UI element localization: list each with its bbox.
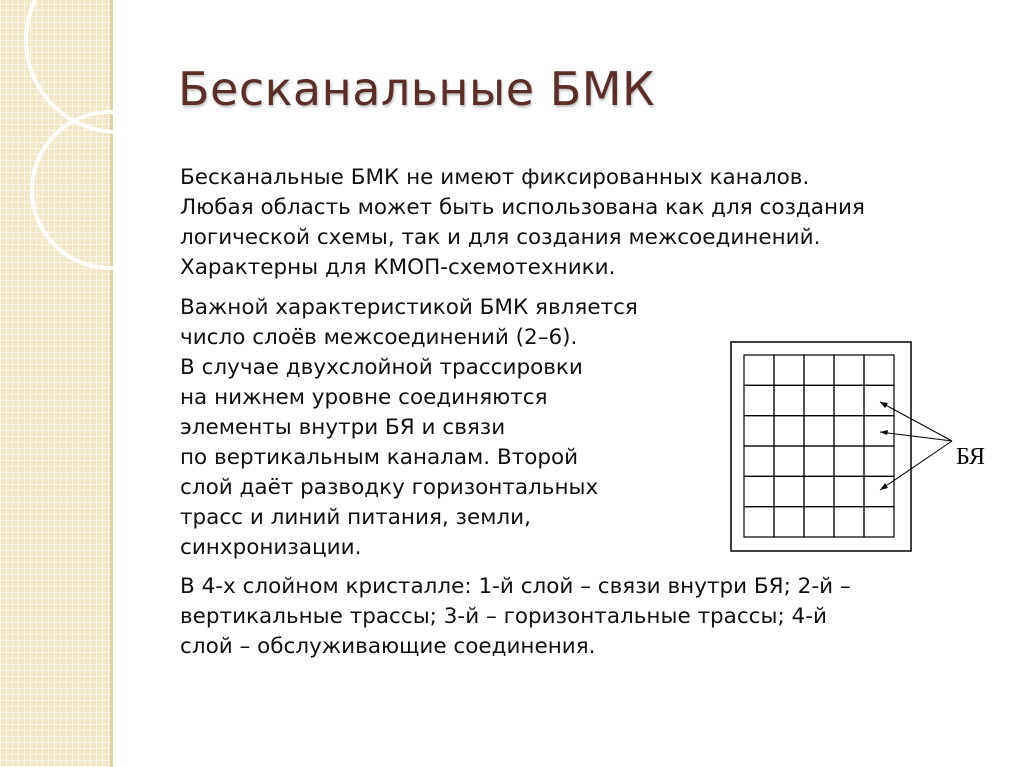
arrowhead-bottom xyxy=(880,483,888,490)
grid-cell xyxy=(774,507,804,537)
paragraph-four-layer-crystal: В 4-х слойном кристалле: 1-й слой – связи внутри БЯ; 2-й – вертикальные трассы; 3-й – горизонтальные трассы; 4-й слой – обслуживающие соединения. xyxy=(180,574,851,659)
cell-grid xyxy=(744,355,894,537)
grid-cell xyxy=(864,476,894,506)
grid-cell xyxy=(834,507,864,537)
grid-cell xyxy=(774,416,804,446)
grid-cell xyxy=(834,476,864,506)
pointer-line-mid xyxy=(880,432,952,441)
pointer-line-top xyxy=(880,402,952,441)
grid-cell xyxy=(804,416,834,446)
slide-title: Бесканальные БМК xyxy=(178,62,656,116)
grid-cell xyxy=(774,446,804,476)
grid-cell xyxy=(804,385,834,415)
grid-cell xyxy=(744,507,774,537)
grid-cell xyxy=(774,476,804,506)
paragraph-channelless-definition: Бесканальные БМК не имеют фиксированных каналов. Любая область может быть использована как для создания логической схемы, так и для создания межсоединений. Характерны для КМОП-схемотехники. xyxy=(180,165,865,280)
paragraph-layer-count: Важной характеристикой БМК является число слоёв межсоединений (2–6). В случае двухслойной трассировки на нижнем уровне соединяются элементы внутри БЯ и связи по вертикальным каналам. Второй слой даёт разводку горизонтальных трасс и линий питания, земли, синхронизации. xyxy=(180,295,638,560)
diagram-label-bya: БЯ xyxy=(956,444,985,470)
grid-cell xyxy=(744,385,774,415)
grid-cell xyxy=(804,476,834,506)
grid-cell xyxy=(804,355,834,385)
grid-cell xyxy=(864,507,894,537)
grid-cell xyxy=(864,446,894,476)
grid-cell xyxy=(744,416,774,446)
grid-cell xyxy=(864,355,894,385)
grid-cell xyxy=(834,385,864,415)
basic-cell-grid-diagram xyxy=(730,340,1000,554)
grid-cell xyxy=(834,446,864,476)
arrowhead-top xyxy=(880,402,888,408)
grid-cell xyxy=(804,507,834,537)
pointer-line-bottom xyxy=(880,441,952,490)
grid-cell xyxy=(774,355,804,385)
grid-cell xyxy=(864,416,894,446)
grid-cell xyxy=(744,446,774,476)
grid-cell xyxy=(774,385,804,415)
grid-cell xyxy=(744,355,774,385)
arrowhead-mid xyxy=(880,430,888,435)
grid-cell xyxy=(864,385,894,415)
decorative-rings xyxy=(0,0,160,300)
grid-cell xyxy=(834,355,864,385)
grid-cell xyxy=(834,416,864,446)
grid-cell xyxy=(804,446,834,476)
grid-cell xyxy=(744,476,774,506)
